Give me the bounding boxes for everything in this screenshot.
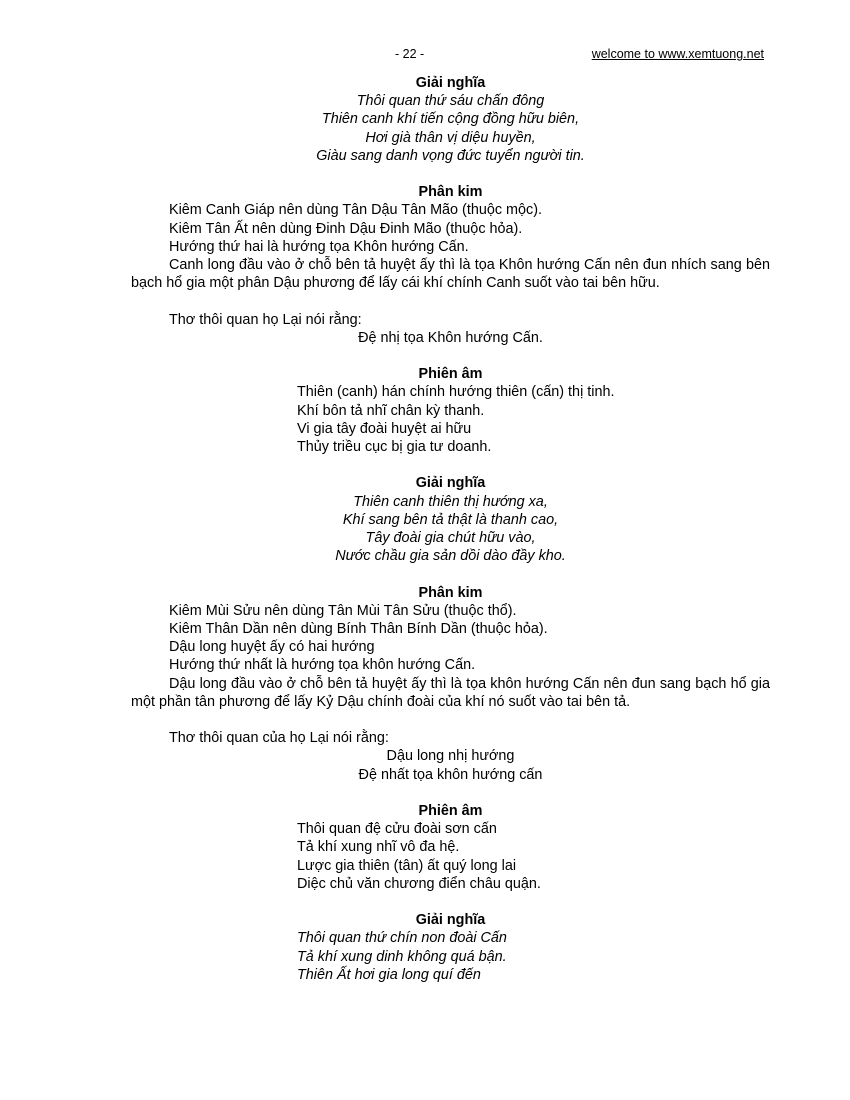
section-heading: Giải nghĩa (415, 475, 486, 492)
text-line: Kiêm Mùi Sửu nên dùng Tân Mùi Tân Sửu (thuộc thổ). (169, 602, 517, 619)
poem-intro: Thơ thôi quan của họ Lại nói rằng: (169, 730, 389, 747)
verse-line: Giàu sang danh vọng đức tuyển người tin. (316, 147, 585, 164)
poem-title: Dậu long nhị hướng (386, 748, 515, 765)
verse-line: Thủy triều cục bị gia tư doanh. (297, 439, 492, 456)
verse-line: Lược gia thiên (tân) ất quý long lai (297, 857, 517, 874)
verse-line: Thiên (canh) hán chính hướng thiên (cấn) thị tinh. (297, 384, 615, 401)
text-line: Hướng thứ hai là hướng tọa Khôn hướng Cấn. (169, 238, 469, 255)
verse-line: Vi gia tây đoài huyệt ai hữu (297, 420, 472, 437)
section-heading: Giải nghĩa (415, 912, 486, 929)
verse-line: Tây đoài gia chút hữu vào, (365, 530, 536, 547)
text-line: Kiêm Thân Dần nên dùng Bính Thân Bính Dần (thuộc hỏa). (169, 621, 548, 638)
verse-line: Khí bôn tả nhĩ chân kỳ thanh. (297, 402, 485, 419)
verse-line: Tả khí xung nhĩ vô đa hệ. (297, 839, 460, 856)
text-line: Kiêm Tân Ất nên dùng Đinh Dậu Đinh Mão (thuộc hỏa). (169, 220, 523, 237)
poem-title: Đệ nhị tọa Khôn hướng Cấn. (358, 329, 543, 346)
poem-intro: Thơ thôi quan họ Lại nói rằng: (169, 311, 362, 328)
verse-line: Hơi già thân vị diệu huyền, (365, 129, 536, 146)
verse-line: Nước chầu gia sản dồi dào đầy kho. (335, 548, 566, 565)
verse-line: Tả khí xung dinh không quá bận. (297, 948, 507, 965)
page-header (0, 47, 850, 65)
page-number: - 22 - (395, 47, 425, 61)
paragraph: Canh long đầu vào ở chỗ bên tả huyệt ấy thì là tọa Khôn hướng Cấn nên đun nhích sang bên bạch hổ gia một phân Dậu phương để lấy cái khí chính Canh suốt vào tai bên hữu. (131, 257, 770, 292)
text-line: Hướng thứ nhất là hướng tọa khôn hướng Cấn. (169, 657, 476, 674)
verse-line: Thiên Ất hơi gia long quí đến (297, 966, 481, 983)
text-line: Kiêm Canh Giáp nên dùng Tân Dậu Tân Mão (thuộc mộc). (169, 202, 543, 219)
verse-line: Khí sang bên tả thật là thanh cao, (342, 511, 559, 528)
section-heading: Phân kim (418, 184, 483, 201)
verse-line: Thiên canh thiên thị hướng xa, (353, 493, 548, 510)
document-body (131, 74, 770, 984)
section-heading: Giải nghĩa (415, 75, 486, 91)
verse-line: Thôi quan thứ chín non đoài Cấn (297, 930, 507, 947)
section-heading: Phân kim (418, 584, 483, 601)
section-heading: Phiên âm (418, 803, 483, 820)
section-heading: Phiên âm (418, 366, 483, 383)
verse-line: Diệc chủ văn chương điển châu quận. (297, 875, 541, 892)
paragraph: Dậu long đầu vào ở chỗ bên tả huyệt ấy thì là tọa khôn hướng Cấn nên đun sang bạch hổ gia một phần tân phương để lấy Kỷ Dậu chính đoài của khí nó suốt vào tai bên tả. (131, 675, 770, 710)
verse-line: Thôi quan đệ cửu đoài sơn cấn (297, 821, 497, 838)
verse-line: Thôi quan thứ sáu chấn đông (356, 93, 545, 110)
text-line: Dậu long huyệt ấy có hai hướng (169, 639, 375, 656)
poem-title: Đệ nhất tọa khôn hướng cấn (358, 766, 543, 783)
verse-line: Thiên canh khí tiến cộng đồng hữu biên, (321, 111, 580, 128)
site-link[interactable]: welcome to www.xemtuong.net (591, 47, 764, 61)
